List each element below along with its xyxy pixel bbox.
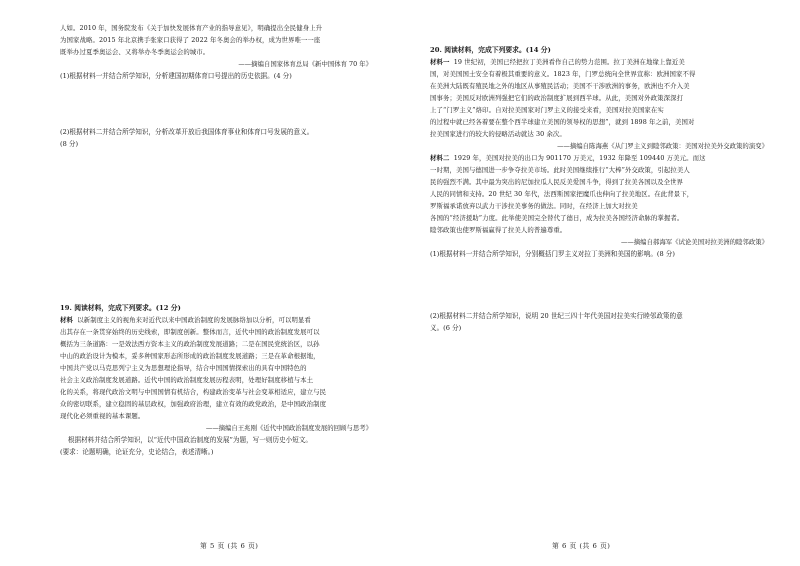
page-6 [400,0,800,566]
q19-material-line: 众的密切联系，建立稳固的基层政权，加强政府治理，建立有效的政党政治，是中国政治制度 [60,400,327,408]
material-label: 材料一 [430,58,450,66]
m2-line: 罗斯福承诺放弃以武力干涉拉美事务的做法。同时，在经济上加大对拉美 [430,202,638,210]
question-20-2: (2)根据材料二并结合所学知识，说明 20 世纪三四十年代美国对拉美实行睦邻政策的意 [430,312,683,320]
question-18-1: (1)根据材料一并结合所学知识，分析建国初期体育口号提出的历史依据。(4 分) [60,72,292,80]
material-label: 材料 [60,316,73,324]
q19-material-line: 化的关系，将现代政治文明与中国国情有机结合，构建政治变革与社会变革相适应，建立与民 [60,388,327,396]
material-label: 材料二 [430,154,450,162]
question-18-2: (2)根据材料二并结合所学知识，分析改革开放后我国体育事业和体育口号发展的意义。 [60,128,314,136]
source-citation: ——摘编自陈海燕《从门罗主义到睦邻政策：美国对拉美外交政策的演变》 [557,142,768,150]
m1-line: 国，对美国国土安全有着极其重要的意义。1823 年，门罗总统向全世界宣称：欧洲国家不得 [430,70,696,78]
question-20-heading: 20. 阅读材料，完成下列要求。(14 分) [430,46,551,54]
m2-line: 民的强烈不满。其中最为突出的尼加拉瓜人民反美爱国斗争，得到了拉美各国以及全世界 [430,178,684,186]
page-number: 第 5 页 (共 6 页) [200,542,259,550]
q19-material-line: 中国共产党以马克思列宁主义为思想理论指导，结合中国国情探索出的具有中国特色的 [60,364,307,372]
intro-line: 人如。2010 年，国务院发布《关于加快发展体育产业的指导意见》，明确提出全民健身上升 [60,24,323,32]
q19-material-line: 社会主义政治制度发展道路。近代中国的政治制度发展历程表明，处理好制度移植与本土 [60,376,314,384]
intro-line: 为国家战略。2015 年北京携手张家口获得了 2022 年冬奥会的举办权，成为世界唯一一座 [60,36,321,44]
source-citation: ——摘编自王兆刚《近代中国政治制度发展的回顾与思考》 [205,424,372,432]
q19-material-line: 出其存在一条贯穿始终的历史线索，即制度创新。整体而言，近代中国的政治制度发展可以 [60,328,320,336]
q19-material-line: 材料 以新制度主义的视角来对近代以来中国政治制度的发展脉络加以分析，可以明显看 [60,316,311,324]
q19-task: 根据材料并结合所学知识，以“近代中国政治制度的发展”为题，写一则历史小短文。 [67,436,313,444]
m2-line: 人民的同情和支持。20 世纪 30 年代，法西斯国家把魔爪也伸向了拉美地区。在此背景下， [430,190,694,198]
m1-line: 材料一 19 世纪初，美国已经把拉丁美洲看作自己的势力范围。拉丁美洲在地缘上靠近美 [430,58,685,66]
q19-material-line: 概括为三条道路：一是效法西方资本主义的政治制度发展道路；二是在国民党统治区，以孙 [60,340,320,348]
question-19-heading: 19. 阅读材料，完成下列要求。(12 分) [60,304,181,312]
m1-line: 在美洲大陆既有殖民地之外的地区从事殖民活动；美国不干涉欧洲的事务，欧洲也不介入美 [430,82,690,90]
m2-line: 各国的“经济援助”力度。此举使美国完全替代了德日，成为拉美各国经济命脉的掌握者。 [430,214,684,222]
question-18-2-score: (8 分) [60,140,79,148]
intro-line: 既举办过夏季奥运会、又将举办冬季奥运会的城市。 [60,48,210,56]
m2-line: 一时期，美国与德国进一步争夺拉美市场。此时美国继续推行“大棒”外交政策，引起拉美人 [430,166,690,174]
source-citation: ——摘编自郝海军《试论美国对拉美洲的睦邻政策》 [621,238,768,246]
q19-material-line: 现代化必须重视的基本课题。 [60,412,145,420]
m1-line: 的过程中就已经各着要在整个西半球建立美国的领导权的思想”，就到 1898 年之前，美国对 [430,118,695,126]
question-20-1: (1)根据材料一并结合所学知识，分别概括门罗主义对拉丁美洲和美国的影响。(8 分) [430,250,675,258]
m1-line: 上了“门罗主义”烙印。自对拉美国家对门罗主义的接受来看，美国对拉美国家在实 [430,106,664,114]
m1-line: 国事务；美国反对欧洲列强把它们的政治制度扩展到西半球。从此，美国对外政策深深打 [430,94,684,102]
q19-material-line: 中山的政治设计为模本，妥多种国家形态所形成的政治制度发展道路；三是在革命根据地， [60,352,320,360]
source-citation: ——摘编自国家体育总局《新中国体育 70 年》 [238,60,372,68]
m1-line: 拉美国家进行的较大的侵略活动就达 30 余次。 [430,130,566,138]
m2-line: 睦邻政策也使罗斯福赢得了拉美人的普遍尊重。 [430,226,567,234]
question-20-2-score: 义。(6 分) [430,324,462,332]
q19-requirement: (要求：论题明确，论证充分，史论结合，表述清晰。) [60,448,214,456]
page-number: 第 6 页 (共 6 页) [552,542,611,550]
m2-line: 材料二 1929 年，美国对拉美的出口为 901170 万美元，1932 年降至 109440 万美元。而这 [430,154,706,162]
